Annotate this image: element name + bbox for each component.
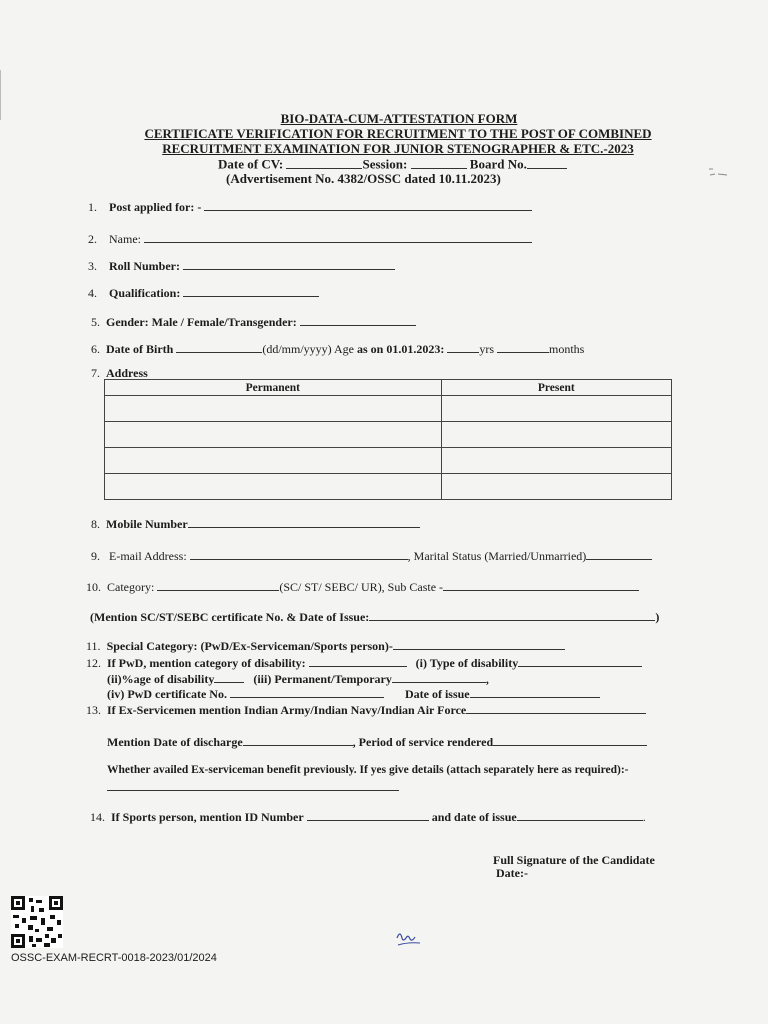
special-category-input[interactable] — [393, 638, 565, 650]
discharge-label: Mention Date of discharge — [107, 734, 243, 749]
sports-date-input[interactable] — [517, 809, 643, 821]
pwd-certificate-label: (iv) PwD certificate No. — [107, 686, 227, 701]
board-label: Board No. — [469, 156, 527, 172]
address-cell[interactable] — [441, 422, 671, 448]
ex-servicemen-label: If Ex-Servicemen mention Indian Army/Indian Navy/Indian Air Force — [107, 702, 467, 717]
num-7: 7. — [91, 366, 100, 380]
qr-code — [11, 896, 63, 948]
num-2: 2. — [88, 231, 97, 246]
gender-input[interactable] — [300, 314, 416, 326]
address-cell[interactable] — [441, 448, 671, 474]
marital-label: , Marital Status (Married/Unmarried) — [407, 548, 587, 563]
service-input[interactable] — [493, 734, 647, 746]
certificate-label: (Mention SC/ST/SEBC certificate No. & Date of Issue: — [90, 609, 370, 624]
period: . — [642, 809, 646, 824]
address-label: Address — [106, 366, 148, 380]
sub-caste-label: (SC/ ST/ SEBC/ UR), Sub Caste - — [279, 579, 444, 594]
sports-id-label: If Sports person, mention ID Number — [111, 809, 304, 824]
dob-input[interactable] — [176, 341, 262, 353]
num-9: 9. — [91, 548, 100, 563]
months-label: months — [549, 341, 585, 356]
form-title: BIO-DATA-CUM-ATTESTATION FORM — [280, 111, 518, 126]
field-pwd-ii — [107, 671, 489, 687]
address-cell[interactable] — [441, 474, 671, 500]
address-col-permanent: Permanent — [105, 380, 442, 396]
field-email — [91, 548, 652, 564]
age-as-on: as on 01.01.2023: — [357, 341, 445, 356]
post-applied-input[interactable] — [204, 199, 532, 211]
session-blank[interactable] — [411, 156, 467, 169]
header-line-2: RECRUITMENT EXAMINATION FOR JUNIOR STENOGRAPHER & ETC.-2023 — [162, 141, 634, 156]
ex-servicemen-input[interactable] — [466, 702, 646, 714]
field-ex-servicemen — [86, 702, 646, 718]
num-12: 12. — [86, 655, 101, 670]
num-8: 8. — [91, 516, 100, 531]
pwd-date-label: Date of issue — [404, 686, 470, 701]
scan-mark — [707, 166, 731, 180]
board-blank[interactable] — [527, 156, 567, 169]
num-13: 13. — [86, 702, 101, 717]
disability-type-input[interactable] — [518, 655, 642, 667]
num-4: 4. — [88, 285, 97, 300]
pwd-category-input[interactable] — [309, 655, 407, 667]
field-whether: Whether availed Ex-serviceman benefit previously. If yes give details (attach separately here as required):- — [107, 764, 629, 776]
sub-caste-input[interactable] — [443, 579, 639, 591]
signature-date-label: Date:- — [496, 866, 528, 880]
field-qualification — [88, 285, 319, 301]
name-label: Name: — [109, 231, 141, 246]
qualification-input[interactable] — [183, 285, 319, 297]
pwd-certificate-input[interactable] — [230, 686, 384, 698]
field-name — [88, 231, 532, 247]
mobile-input[interactable] — [188, 516, 420, 528]
address-cell[interactable] — [105, 448, 442, 474]
address-table — [104, 379, 672, 500]
age-months-input[interactable] — [497, 341, 549, 353]
num-6: 6. — [91, 341, 100, 356]
sports-id-input[interactable] — [307, 809, 429, 821]
field-post-applied — [88, 199, 532, 215]
dob-format: (dd/mm/yyyy) Age — [262, 341, 354, 356]
gender-label: Gender: Male / Female/Transgender: — [106, 314, 297, 329]
num-10: 10. — [86, 579, 101, 594]
field-pwd-iv — [107, 686, 600, 702]
qualification-label: Qualification: — [109, 285, 181, 300]
post-applied-label: Post applied for: - — [109, 199, 202, 214]
num-5: 5. — [91, 314, 100, 329]
certificate-close: ) — [655, 609, 660, 624]
mobile-label: Mobile Number — [106, 516, 188, 531]
yrs-label: yrs — [479, 341, 495, 356]
category-label: Category: — [107, 579, 155, 594]
permanent-temporary-label: (iii) Permanent/Temporary — [253, 671, 392, 686]
field-dob — [91, 341, 584, 357]
whether-input[interactable] — [107, 790, 399, 791]
field-gender — [91, 314, 416, 330]
discharge-input[interactable] — [243, 734, 353, 746]
address-cell[interactable] — [441, 396, 671, 422]
certificate-input[interactable] — [369, 609, 655, 621]
dob-label: Date of Birth — [106, 341, 174, 356]
age-years-input[interactable] — [447, 341, 479, 353]
field-special-category — [86, 638, 565, 654]
service-label: , Period of service rendered — [352, 734, 494, 749]
name-input[interactable] — [144, 231, 532, 243]
pwd-category-label: If PwD, mention category of disability: — [107, 655, 306, 670]
scan-edge — [0, 70, 3, 120]
disability-percent-input[interactable] — [214, 671, 244, 683]
num-14: 14. — [90, 809, 105, 824]
roll-input[interactable] — [183, 258, 395, 270]
email-input[interactable] — [190, 548, 408, 560]
session-label: Session: — [362, 156, 408, 172]
comma: , — [485, 671, 489, 686]
num-3: 3. — [88, 258, 97, 273]
address-col-present: Present — [441, 380, 671, 396]
category-input[interactable] — [157, 579, 279, 591]
sports-date-label: and date of issue — [431, 809, 517, 824]
marital-input[interactable] — [586, 548, 652, 560]
date-cv-blank[interactable] — [286, 156, 362, 169]
address-cell[interactable] — [105, 474, 442, 500]
field-discharge — [107, 734, 647, 750]
pwd-date-input[interactable] — [470, 686, 600, 698]
date-cv-label: Date of CV: — [218, 156, 284, 172]
disability-percent-label: (ii)%age of disability — [107, 671, 215, 686]
field-mobile — [91, 516, 420, 532]
num-11: 11. — [86, 638, 101, 653]
signature-label: Full Signature of the Candidate — [493, 853, 655, 867]
address-cell[interactable] — [105, 396, 442, 422]
email-label: E-mail Address: — [109, 548, 187, 563]
address-cell[interactable] — [105, 422, 442, 448]
field-pwd — [86, 655, 642, 671]
field-category — [86, 579, 639, 595]
num-1: 1. — [88, 199, 97, 214]
permanent-temporary-input[interactable] — [392, 671, 486, 683]
header-line-1: CERTIFICATE VERIFICATION FOR RECRUITMENT TO THE POST OF COMBINED — [144, 126, 652, 141]
special-category-label: Special Category: (PwD/Ex-Serviceman/Sports person)- — [106, 638, 393, 653]
roll-label: Roll Number: — [109, 258, 180, 273]
field-sports — [90, 809, 646, 825]
field-certificate — [90, 609, 659, 625]
advertisement: (Advertisement No. 4382/OSSC dated 10.11.2023) — [226, 171, 501, 186]
field-roll — [88, 258, 395, 274]
disability-type-label: (i) Type of disability — [415, 655, 519, 670]
document-code: OSSC-EXAM-RECRT-0018-2023/01/2024 — [11, 952, 217, 964]
handwritten-initial — [394, 928, 424, 950]
